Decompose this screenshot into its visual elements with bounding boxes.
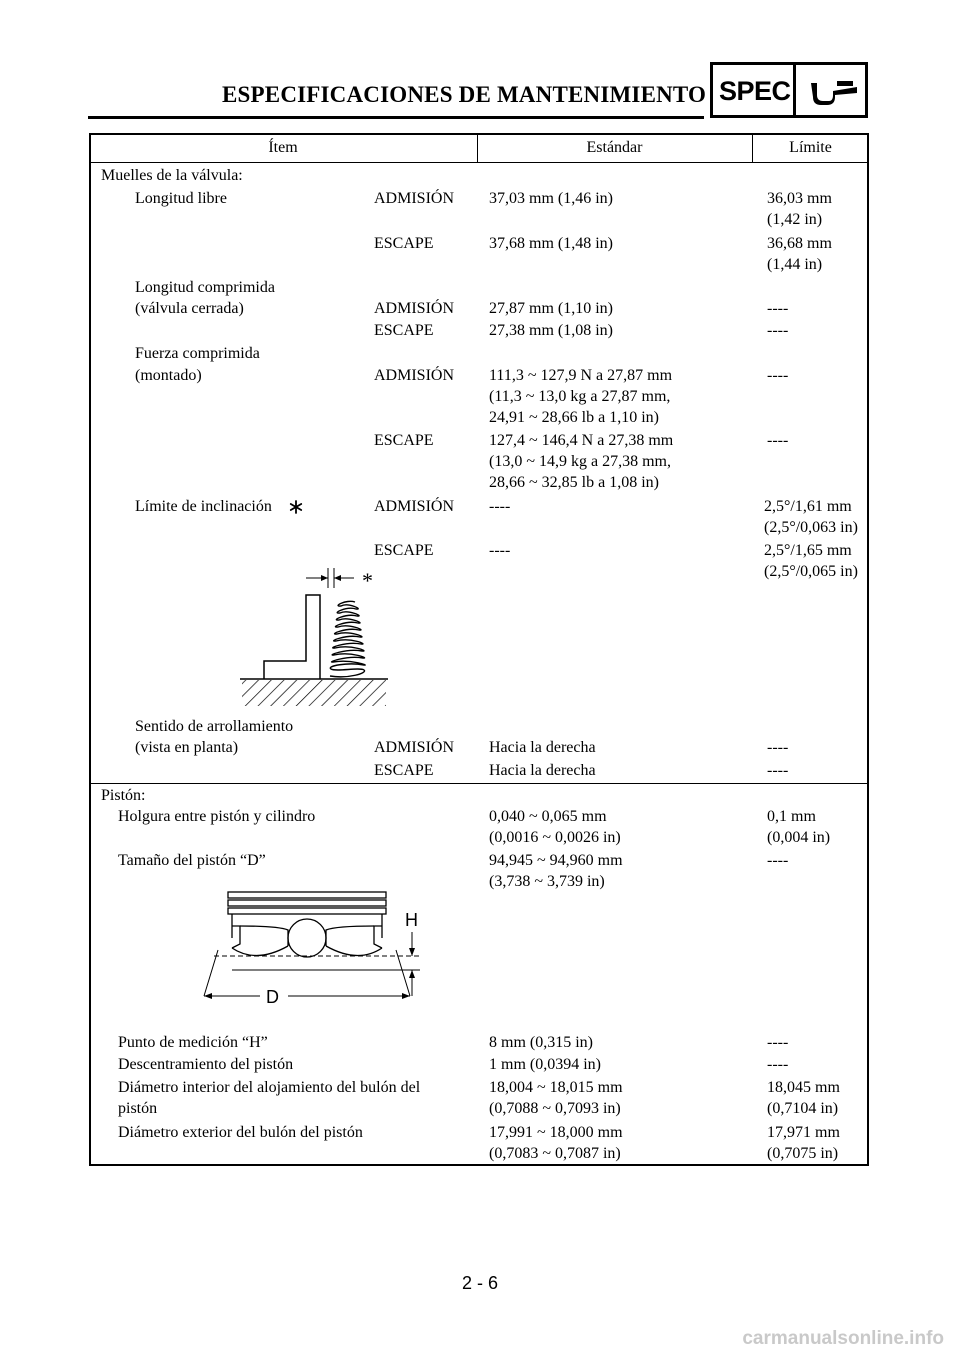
caliper-icon xyxy=(807,77,863,107)
spec-divider xyxy=(793,65,796,115)
standard-value: 8 mm (0,315 in) xyxy=(489,1034,593,1051)
limit-value: 17,971 mm xyxy=(767,1124,840,1141)
section-title-springs: Muelles de la válvula: xyxy=(101,167,243,184)
row-label: (vista en planta) xyxy=(135,739,239,756)
spring-tilt-figure xyxy=(236,562,396,712)
row-label: Tamaño del pistón “D” xyxy=(118,852,266,869)
standard-value: 27,38 mm (1,08 in) xyxy=(489,322,613,339)
standard-value: (11,3 ~ 13,0 kg a 27,87 mm, xyxy=(489,388,671,405)
limit-value: ---- xyxy=(767,739,789,756)
row-label: Diámetro exterior del bulón del pistón xyxy=(118,1124,363,1141)
standard-value: 37,03 mm (1,46 in) xyxy=(489,190,613,207)
spec-badge xyxy=(710,62,868,118)
limit-value: 36,03 mm xyxy=(767,190,832,207)
standard-value: 24,91 ~ 28,66 lb a 1,10 in) xyxy=(489,409,659,426)
limit-value: ---- xyxy=(767,1056,789,1073)
limit-value: (0,7075 in) xyxy=(767,1145,839,1162)
standard-value: 111,3 ~ 127,9 N a 27,87 mm xyxy=(489,367,673,384)
limit-value: (1,44 in) xyxy=(767,256,823,273)
standard-value: 18,004 ~ 18,015 mm xyxy=(489,1079,623,1096)
row-label: Diámetro interior del alojamiento del bulón del xyxy=(118,1079,421,1096)
limit-value: (2,5°/0,063 in) xyxy=(764,519,858,536)
column-header-item: Ítem xyxy=(268,139,298,156)
limit-value: 2,5°/1,65 mm xyxy=(764,542,852,559)
header-row-line xyxy=(89,162,869,163)
section-title-piston: Pistón: xyxy=(101,787,146,804)
row-label: pistón xyxy=(118,1100,158,1117)
limit-value: ---- xyxy=(767,322,789,339)
standard-value: 28,66 ~ 32,85 lb a 1,08 in) xyxy=(489,474,659,491)
standard-value: Hacia la derecha xyxy=(489,762,596,779)
row-label: Fuerza comprimida xyxy=(135,345,260,362)
limit-value: (0,004 in) xyxy=(767,829,831,846)
exhaust-label: ESCAPE xyxy=(374,235,434,252)
row-label: Descentramiento del pistón xyxy=(118,1056,294,1073)
row-label: Punto de medición “H” xyxy=(118,1034,268,1051)
standard-value: (13,0 ~ 14,9 kg a 27,38 mm, xyxy=(489,453,671,470)
limit-value: ---- xyxy=(767,367,789,384)
exhaust-label: ESCAPE xyxy=(374,542,434,559)
standard-value: 94,945 ~ 94,960 mm xyxy=(489,852,623,869)
standard-value: ---- xyxy=(489,498,511,515)
row-label: Longitud comprimida xyxy=(135,279,275,296)
intake-label: ADMISIÓN xyxy=(374,300,454,317)
limit-value: (1,42 in) xyxy=(767,211,823,228)
exhaust-label: ESCAPE xyxy=(374,762,434,779)
standard-value: 17,991 ~ 18,000 mm xyxy=(489,1124,623,1141)
standard-value: (0,7083 ~ 0,7087 in) xyxy=(489,1145,621,1162)
limit-value: ---- xyxy=(767,852,789,869)
limit-value: ---- xyxy=(767,762,789,779)
standard-value: 0,040 ~ 0,065 mm xyxy=(489,808,607,825)
page-title: ESPECIFICACIONES DE MANTENIMIENTO xyxy=(222,82,707,107)
intake-label: ADMISIÓN xyxy=(374,498,454,515)
standard-value: 37,68 mm (1,48 in) xyxy=(489,235,613,252)
limit-value: ---- xyxy=(767,1034,789,1051)
standard-value: (3,738 ~ 3,739 in) xyxy=(489,873,605,890)
row-label: (válvula cerrada) xyxy=(135,300,244,317)
limit-value: (0,7104 in) xyxy=(767,1100,839,1117)
h-dimension-label: H xyxy=(405,910,418,930)
section-divider xyxy=(89,783,869,784)
watermark: carmanualsonline.info xyxy=(742,1328,944,1349)
exhaust-label: ESCAPE xyxy=(374,432,434,449)
limit-value: 0,1 mm xyxy=(767,808,816,825)
standard-value: Hacia la derecha xyxy=(489,739,596,756)
intake-label: ADMISIÓN xyxy=(374,739,454,756)
figure-star-label: * xyxy=(362,568,373,593)
limit-value: 18,045 mm xyxy=(767,1079,840,1096)
piston-figure xyxy=(196,886,432,1006)
limit-value: 2,5°/1,61 mm xyxy=(764,498,852,515)
standard-value: 27,87 mm (1,10 in) xyxy=(489,300,613,317)
standard-value: (0,7088 ~ 0,7093 in) xyxy=(489,1100,621,1117)
limit-value: 36,68 mm xyxy=(767,235,832,252)
row-label: Límite de inclinación xyxy=(135,498,272,515)
standard-value: 127,4 ~ 146,4 N a 27,38 mm xyxy=(489,432,674,449)
row-label: Longitud libre xyxy=(135,190,227,207)
exhaust-label: ESCAPE xyxy=(374,322,434,339)
row-label: (montado) xyxy=(135,367,202,384)
limit-value: ---- xyxy=(767,300,789,317)
header-rule xyxy=(88,116,704,119)
limit-value: (2,5°/0,065 in) xyxy=(764,563,858,580)
page-number: 2 - 6 xyxy=(461,1273,499,1293)
row-label: Holgura entre pistón y cilindro xyxy=(118,808,316,825)
standard-value: ---- xyxy=(489,542,511,559)
column-header-standard: Estándar xyxy=(586,139,643,156)
asterisk-icon xyxy=(288,499,304,515)
d-dimension-label: D xyxy=(266,987,279,1006)
column-header-limit: Límite xyxy=(789,139,832,156)
intake-label: ADMISIÓN xyxy=(374,367,454,384)
limit-value: ---- xyxy=(767,432,789,449)
standard-value: 1 mm (0,0394 in) xyxy=(489,1056,601,1073)
intake-label: ADMISIÓN xyxy=(374,190,454,207)
spec-label: SPEC xyxy=(719,76,791,106)
standard-value: (0,0016 ~ 0,0026 in) xyxy=(489,829,621,846)
row-label: Sentido de arrollamiento xyxy=(135,718,294,735)
